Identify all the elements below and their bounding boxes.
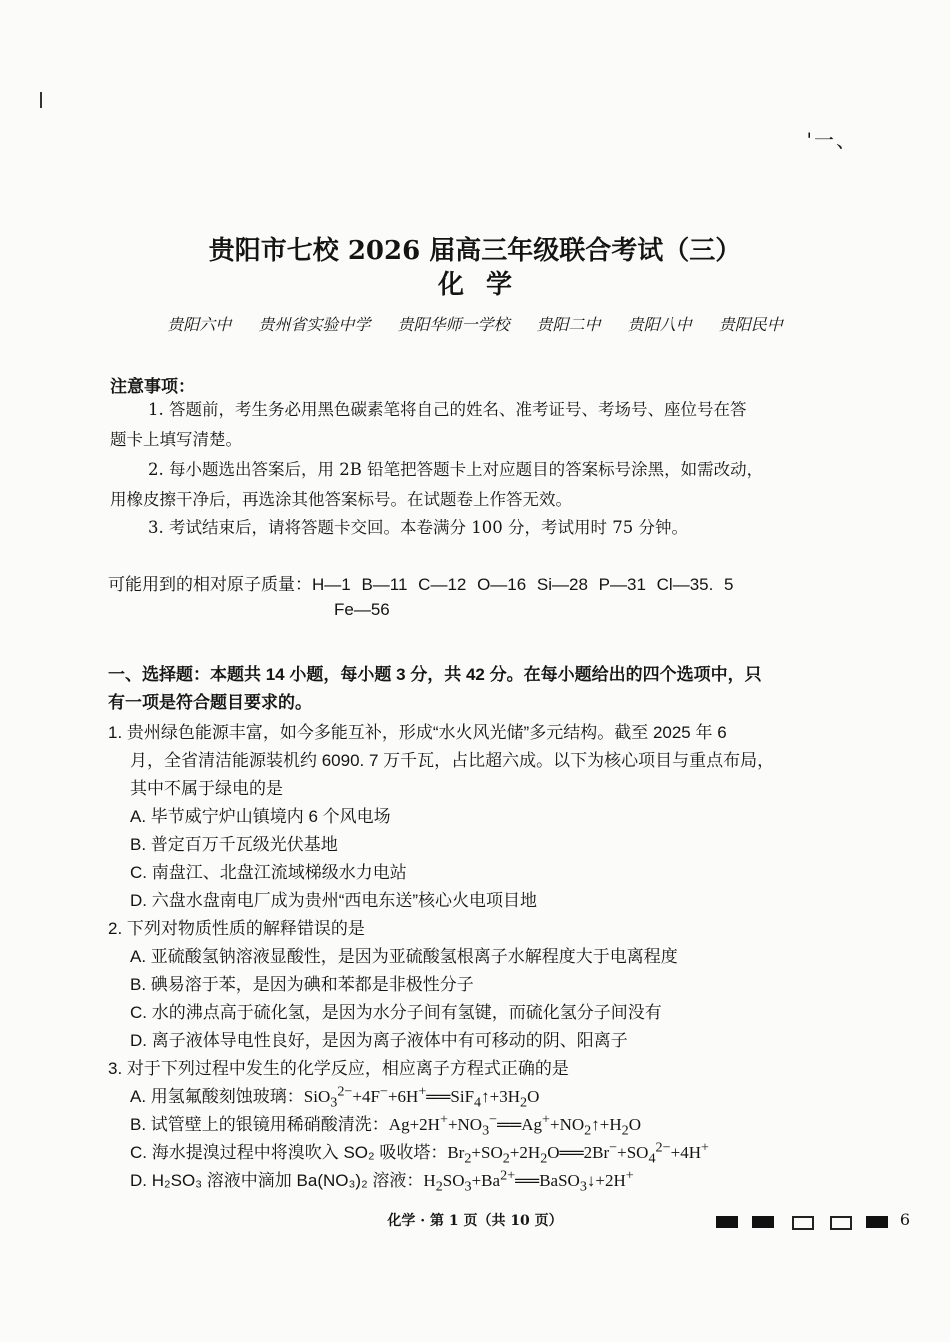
scan-marker [830,1216,852,1230]
school-list: 贵阳六中 贵州省实验中学 贵阳华师一学校 贵阳二中 贵阳八中 贵阳民中 [167,315,783,334]
q1-option-c: C. 南盘江、北盘江流域梯级水力电站 [130,863,407,882]
exam-title: 贵阳市七校 2026 届高三年级联合考试（三） [208,236,742,266]
atomic-mass-line-2: Fe—56 [334,600,390,619]
q2-option-a: A. 亚硫酸氢钠溶液显酸性，是因为亚硫酸氢根离子水解程度大于电离程度 [130,947,678,966]
q3-option-b-equation: $Ag+2H^++NO_3^-══Ag^++NO_2↑+H_2O$ [388,1111,641,1139]
scan-marker [866,1216,888,1228]
scan-mark [40,92,42,108]
notice-item-2: 2. 每小题选出答案后，用 2B 铅笔把答题卡上对应题目的答案标号涂黑，如需改动， [148,460,764,479]
q3-option-c-label: C. 海水提溴过程中将溴吹入 SO₂ 吸收塔： [130,1143,448,1162]
q3-option-a [130,1082,539,1111]
notice-item-1: 1. 答题前，考生务必用黑色碳素笔将自己的姓名、准考证号、考场号、座位号在答 [148,400,747,419]
q1-stem: 1. 贵州绿色能源丰富，如今多能互补，形成“水火风光储”多元结构。截至 2025 年 6 [108,723,727,742]
q3-stem: 3. 对于下列过程中发生的化学反应，相应离子方程式正确的是 [108,1059,569,1078]
page-footer: 化学 · 第 1 页（共 10 页） [387,1213,563,1229]
q3-option-c [130,1138,709,1167]
scan-marker [716,1216,738,1228]
notice-heading: 注意事项： [110,377,195,397]
subject-title: 化学 [437,270,534,300]
q3-option-a-equation: $SiO_3^{2-}+4F^-+6H^+══SiF_4↑+3H_2O$ [303,1083,540,1111]
q3-option-d [130,1166,634,1195]
notice-item-3: 3. 考试结束后，请将答题卡交回。本卷满分 100 分，考试用时 75 分钟。 [148,518,688,537]
section-heading: 一、选择题：本题共 14 小题，每小题 3 分，共 42 分。在每小题给出的四个选项中，只 [108,665,762,684]
edge-mark: 6 [899,1210,910,1229]
notice-item-1-cont: 题卡上填写清楚。 [110,430,242,449]
q2-option-b: B. 碘易溶于苯，是因为碘和苯都是非极性分子 [130,975,474,994]
q2-stem: 2. 下列对物质性质的解释错误的是 [108,919,365,938]
section-heading-cont: 有一项是符合题目要求的。 [108,693,312,712]
scan-marker [792,1216,814,1230]
q1-option-b: B. 普定百万千瓦级光伏基地 [130,835,338,854]
scan-marker [752,1216,774,1228]
q1-stem-cont: 月，全省清洁能源装机约 6090. 7 万千瓦，占比超六成。以下为核心项目与重点布局， [130,751,775,770]
q1-stem-cont-2: 其中不属于绿电的是 [130,779,283,798]
q1-option-a: A. 毕节威宁炉山镇境内 6 个风电场 [130,807,391,826]
q2-option-d: D. 离子液体导电性良好，是因为离子液体中有可移动的阴、阳离子 [130,1031,628,1050]
corner-mark: '一、 [806,128,858,152]
notice-item-2-cont: 用橡皮擦干净后，再选涂其他答案标号。在试题卷上作答无效。 [110,490,572,509]
q3-option-c-equation: $Br_2+SO_2+2H_2O══2Br^-+SO_4^{2-}+4H^+$ [447,1139,709,1167]
q3-option-d-label: D. H₂SO₃ 溶液中滴加 Ba(NO₃)₂ 溶液： [130,1171,424,1190]
q3-option-d-equation: $H_2SO_3+Ba^{2+}══BaSO_3↓+2H^+$ [423,1167,634,1195]
q3-option-b [130,1110,641,1139]
q2-option-c: C. 水的沸点高于硫化氢，是因为水分子间有氢键，而硫化氢分子间没有 [130,1003,662,1022]
atomic-mass-line: 可能用到的相对原子质量：H—1 B—11 C—12 O—16 Si—28 P—31 Cl—35. 5 [108,575,734,594]
q3-option-a-label: A. 用氢氟酸刻蚀玻璃： [130,1087,304,1106]
q1-option-d: D. 六盘水盘南电厂成为贵州“西电东送”核心火电项目地 [130,891,538,910]
q3-option-b-label: B. 试管壁上的银镜用稀硝酸清洗： [130,1115,389,1134]
